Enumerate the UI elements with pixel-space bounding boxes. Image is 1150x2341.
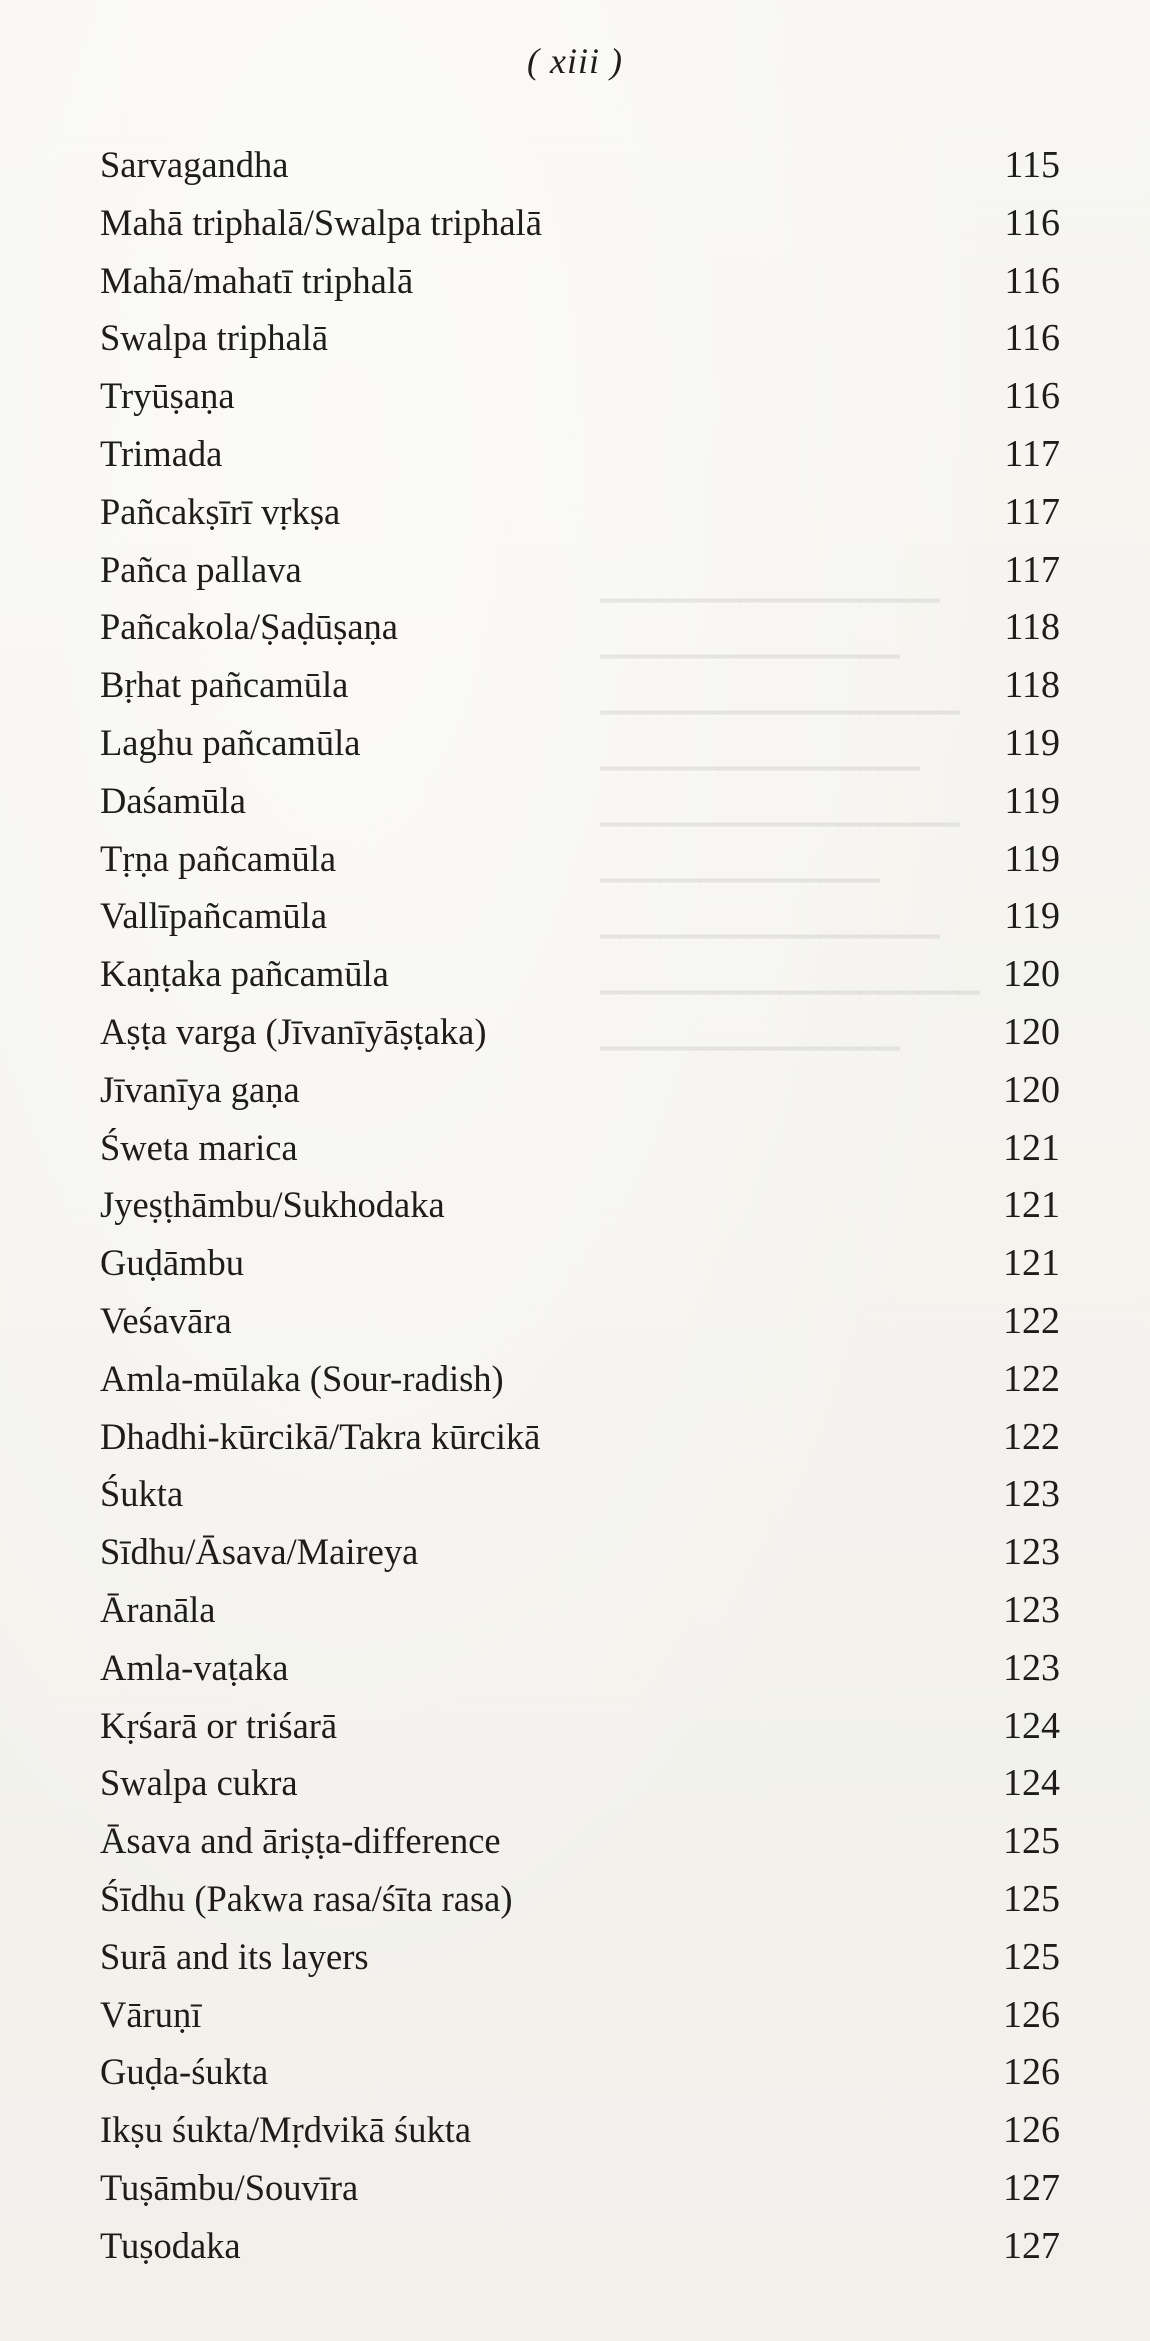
toc-entry-title: Swalpa triphalā [100,317,329,359]
toc-entry [100,1639,1060,1697]
toc-entry-page-number: 119 [1004,779,1060,822]
toc-entry-title: Tryūṣaṇa [100,375,235,417]
toc-entry-title: Amla-vaṭaka [100,1646,289,1688]
toc-entry-page-number: 126 [1003,2051,1060,2094]
toc-entry-page-number: 120 [1003,953,1060,996]
toc-entry-page-number: 120 [1003,1068,1060,1111]
toc-entry [100,1986,1060,2044]
toc-entry-page-number: 126 [1003,2109,1060,2152]
toc-entry-title: Kṛśarā or triśarā [100,1704,338,1746]
toc-entry [100,541,1060,599]
toc-entry [100,945,1060,1003]
toc-entry [100,598,1060,656]
toc-entry-page-number: 124 [1003,1762,1060,1805]
toc-entry-page-number: 122 [1003,1415,1060,1458]
toc-entry-title: Amla-mūlaka (Sour-radish) [100,1357,504,1399]
toc-entry-page-number: 120 [1003,1010,1060,1053]
toc-entry-page-number: 117 [1004,490,1060,533]
toc-entry-title: Tṛṇa pañcamūla [100,837,337,879]
toc-entry-page-number: 124 [1003,1704,1060,1747]
toc-entry-page-number: 127 [1003,2166,1060,2209]
toc-entry-title: Ikṣu śukta/Mṛdvikā śukta [100,2109,472,2151]
toc-entry-title: Vallīpañcamūla [100,895,328,937]
toc-entry [100,772,1060,830]
toc-entry-title: Guḍa-śukta [100,2051,269,2093]
toc-entry-title: Pañca pallava [100,548,302,590]
table-of-contents [100,136,1060,2274]
toc-entry [100,1119,1060,1177]
toc-entry-page-number: 122 [1003,1299,1060,1342]
toc-entry [100,1465,1060,1523]
toc-entry [100,1061,1060,1119]
toc-entry [100,1581,1060,1639]
toc-entry [100,367,1060,425]
toc-entry-title: Āsava and āriṣṭa-difference [100,1820,501,1862]
toc-entry [100,1292,1060,1350]
toc-entry [100,1754,1060,1812]
toc-entry-page-number: 122 [1003,1357,1060,1400]
toc-entry [100,887,1060,945]
toc-entry [100,194,1060,252]
toc-entry-title: Pañcakṣīrī vṛkṣa [100,490,341,532]
toc-entry [100,1003,1060,1061]
toc-entry [100,309,1060,367]
toc-entry-title: Sīdhu/Āsava/Maireya [100,1531,419,1573]
toc-entry [100,252,1060,310]
toc-entry [100,1523,1060,1581]
toc-entry-title: Mahā triphalā/Swalpa triphalā [100,201,542,243]
toc-entry-page-number: 123 [1003,1473,1060,1516]
toc-entry-title: Trimada [100,432,223,474]
toc-entry-page-number: 121 [1003,1184,1060,1227]
toc-entry-page-number: 119 [1004,895,1060,938]
toc-entry [100,1697,1060,1755]
toc-entry-page-number: 126 [1003,1993,1060,2036]
toc-entry [100,830,1060,888]
toc-entry-page-number: 119 [1004,721,1060,764]
toc-entry-page-number: 119 [1004,837,1060,880]
toc-entry-title: Bṛhat pañcamūla [100,664,349,706]
toc-entry-title: Vāruṇī [100,1993,202,2035]
toc-entry-title: Mahā/mahatī triphalā [100,259,414,301]
toc-entry-title: Daśamūla [100,779,246,821]
toc-entry [100,1176,1060,1234]
toc-entry-title: Laghu pañcamūla [100,721,361,763]
toc-entry [100,1408,1060,1466]
toc-entry-page-number: 116 [1004,375,1060,418]
toc-entry-title: Āranāla [100,1588,216,1630]
toc-entry-title: Dhadhi-kūrcikā/Takra kūrcikā [100,1415,541,1457]
toc-entry-title: Pañcakola/Ṣaḍūṣaṇa [100,606,398,648]
toc-entry-title: Sarvagandha [100,144,289,185]
toc-entry-page-number: 116 [1004,317,1060,360]
toc-entry-page-number: 116 [1004,259,1060,302]
toc-entry [100,1870,1060,1928]
toc-entry [100,714,1060,772]
toc-entry [100,1234,1060,1292]
toc-entry [100,483,1060,541]
toc-entry-title: Tuṣāmbu/Souvīra [100,2166,359,2208]
toc-entry-page-number: 121 [1003,1242,1060,1285]
toc-entry [100,2043,1060,2101]
toc-entry-title: Surā and its layers [100,1935,369,1977]
toc-entry-page-number: 125 [1003,1935,1060,1978]
toc-entry-title: Veśavāra [100,1299,232,1341]
toc-entry-title: Śukta [100,1473,184,1515]
toc-entry-title: Guḍāmbu [100,1242,244,1284]
toc-entry-page-number: 127 [1003,2224,1060,2267]
toc-entry [100,2101,1060,2159]
toc-entry-title: Tuṣodaka [100,2224,241,2266]
toc-entry-page-number: 125 [1003,1877,1060,1920]
toc-entry [100,656,1060,714]
toc-entry-page-number: 116 [1004,201,1060,244]
toc-entry-page-number: 117 [1004,432,1060,475]
toc-entry-page-number: 118 [1004,664,1060,707]
page-number-header: ( xiii ) [527,41,623,81]
toc-entry [100,136,1060,194]
toc-entry-title: Jīvanīya gaṇa [100,1068,300,1110]
toc-entry [100,425,1060,483]
toc-entry-page-number: 118 [1004,606,1060,649]
toc-entry-title: Śweta marica [100,1126,298,1168]
toc-entry-page-number: 117 [1004,548,1060,591]
toc-entry-title: Aṣṭa varga (Jīvanīyāṣṭaka) [100,1010,487,1052]
toc-entry-title: Jyeṣṭhāmbu/Sukhodaka [100,1184,445,1226]
toc-entry-title: Kaṇṭaka pañcamūla [100,953,389,995]
toc-entry-page-number: 115 [1004,144,1060,186]
toc-entry-page-number: 123 [1003,1646,1060,1689]
toc-entry-title: Swalpa cukra [100,1762,298,1804]
toc-entry [100,1350,1060,1408]
toc-entry [100,1928,1060,1986]
toc-entry-page-number: 123 [1003,1531,1060,1574]
toc-entry [100,2217,1060,2275]
toc-entry [100,2159,1060,2217]
toc-entry-page-number: 125 [1003,1820,1060,1863]
toc-entry-title: Śīdhu (Pakwa rasa/śīta rasa) [100,1877,513,1919]
toc-entry-page-number: 123 [1003,1588,1060,1631]
toc-entry-page-number: 121 [1003,1126,1060,1169]
bleed-through-texture: ▁▁▁▁▁▁▁▁▁▁▁▁▁▁▁▁▁ ▁▁▁▁▁▁▁▁▁▁▁▁▁▁▁ ▁▁▁▁▁▁▁▁▁▁▁▁▁▁▁▁▁▁ ▁▁▁▁▁▁▁▁▁▁▁▁▁▁▁▁ ▁▁▁▁▁▁▁▁▁▁▁▁▁▁▁▁▁▁ ▁▁▁▁▁▁▁▁▁▁▁▁▁▁ ▁▁▁▁▁▁▁▁▁▁▁▁▁▁▁▁▁ ▁▁▁▁▁▁▁▁▁▁▁▁▁▁▁▁▁▁▁ ▁▁▁▁▁▁▁▁▁▁▁▁▁▁▁ [600,573,980,1050]
toc-entry [100,1812,1060,1870]
